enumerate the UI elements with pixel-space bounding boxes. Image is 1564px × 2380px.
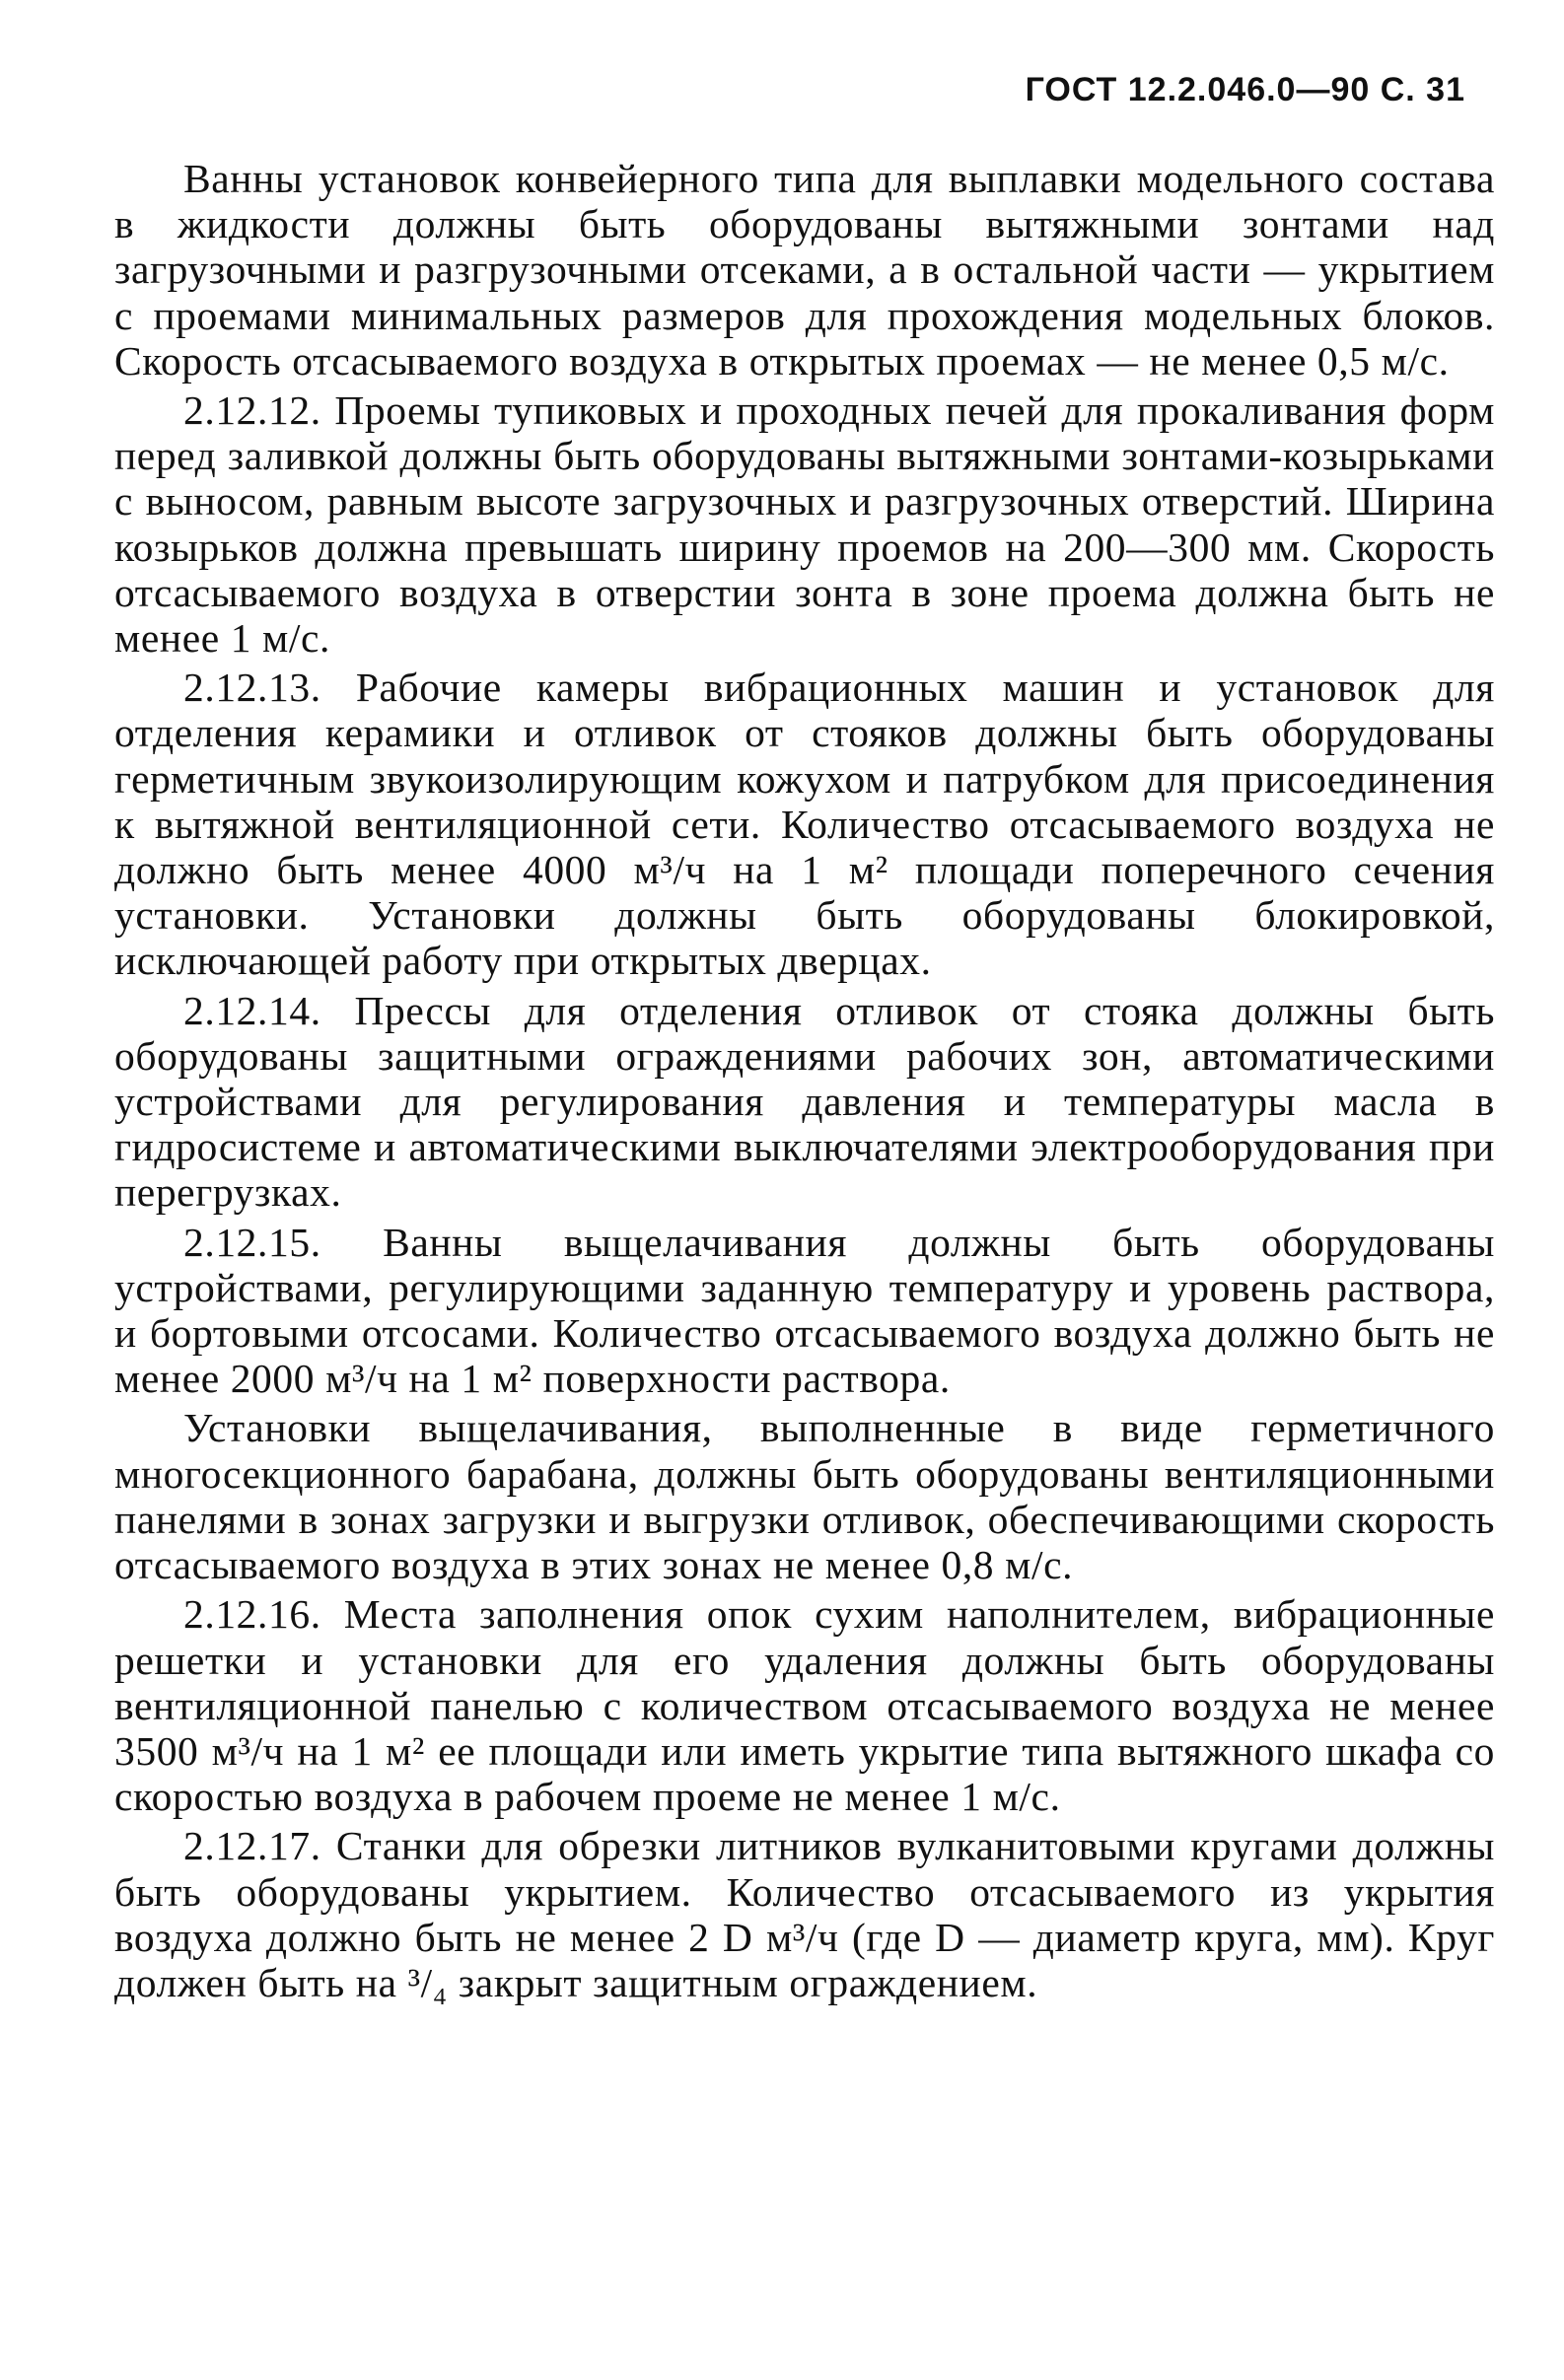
- paragraph-text: Рабочие камеры вибрационных машин и установок для отделения керамики и отливок от стояков должны быть оборудованы герметичным звукоизолирующим кожухом и патрубком для присоединения к вытяжной вентиляционной сети. Количество отсасываемого воздуха не должно быть менее 4000 м³/ч на 1 м² площади поперечного сечения установки. Установки должны быть оборудованы блокировкой, исключающей работу при открытых дверцах.: [114, 665, 1495, 984]
- paragraph-bath-conveyor: [114, 156, 1495, 384]
- paragraph-number: 2.12.16.: [183, 1591, 321, 1638]
- paragraph-text: Установки выщелачивания, выполненные в виде герметичного многосекционного барабана, должны быть оборудованы вентиляционными панелями в зонах загрузки и выгрузки отливок, обеспечивающими скорость отсасываемого воздуха в этих зонах не менее 0,8 м/с.: [114, 1405, 1495, 1588]
- paragraph-2-12-17: [114, 1823, 1495, 2005]
- paragraph-2-12-14: [114, 988, 1495, 1216]
- paragraph-number: 2.12.13.: [183, 665, 321, 711]
- paragraph-text: Ванны выщелачивания должны быть оборудованы устройствами, регулирующими заданную температуру и уровень раствора, и бортовыми отсосами. Количество отсасываемого воздуха должно быть не менее 2000 м³/ч на 1 м² поверхности раствора.: [114, 1219, 1495, 1402]
- paragraph-number: 2.12.14.: [183, 987, 321, 1033]
- paragraph-number: 2.12.12.: [183, 387, 321, 434]
- paragraph-text: Ванны установок конвейерного типа для выплавки модельного состава в жидкости должны быть оборудованы вытяжными зонтами над загрузочными и разгрузочными отсеками, а в остальной части — укрытием с проемами минимальных размеров для прохождения модельных блоков. Скорость отсасываемого воздуха в открытых проемах — не менее 0,5 м/с.: [114, 156, 1495, 384]
- paragraph-leaching-installations: [114, 1405, 1495, 1587]
- paragraph-number: 2.12.17.: [183, 1823, 321, 1869]
- paragraph-text: Проемы тупиковых и проходных печей для прокаливания форм перед заливкой должны быть оборудованы вытяжными зонтами-козырьками с выносом, равным высоте загрузочных и разгрузочных отверстий. Ширина козырьков должна превышать ширину проемов на 200—300 мм. Скорость отсасываемого воздуха в отверстии зонта в зоне проема должна быть не менее 1 м/с.: [114, 387, 1495, 662]
- paragraph-2-12-12: [114, 387, 1495, 661]
- paragraph-2-12-15: [114, 1220, 1495, 1402]
- paragraph-number: 2.12.15.: [183, 1219, 321, 1265]
- document-body: [114, 156, 1495, 2009]
- paragraph-text: Станки для обрезки литников вулканитовыми кругами должны быть оборудованы укрытием. Количество отсасываемого из укрытия воздуха должно быть не менее 2 D м³/ч (где D — диаметр круга, мм). Круг должен быть на ³/₄ закрыт защитным ограждением.: [114, 1823, 1495, 2005]
- paragraph-text: Прессы для отделения отливок от стояка должны быть оборудованы защитными ограждениями рабочих зон, автоматическими устройствами для регулирования давления и температуры масла в гидросистеме и автоматическими выключателями электрооборудования при перегрузках.: [114, 987, 1495, 1216]
- paragraph-2-12-16: [114, 1591, 1495, 1819]
- paragraph-text: Места заполнения опок сухим наполнителем, вибрационные решетки и установки для его удаления должны быть оборудованы вентиляционной панелью с количеством отсасываемого воздуха не менее 3500 м³/ч на 1 м² ее площади или иметь укрытие типа вытяжного шкафа со скоростью воздуха в рабочем проеме не менее 1 м/с.: [114, 1591, 1495, 1820]
- paragraph-2-12-13: [114, 665, 1495, 983]
- page-header: ГОСТ 12.2.046.0—90 С. 31: [1025, 71, 1465, 108]
